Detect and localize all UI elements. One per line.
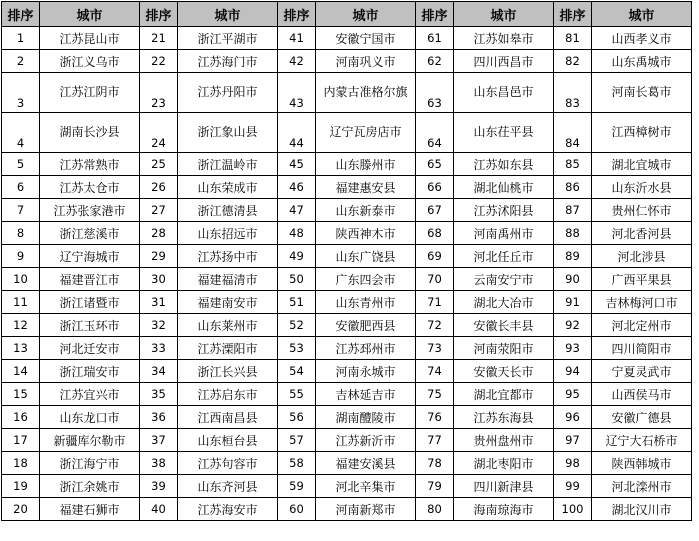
rank-cell: 77 xyxy=(416,429,454,452)
rank-cell: 68 xyxy=(416,222,454,245)
table-row xyxy=(2,498,692,521)
header-city: 城市 xyxy=(454,2,554,27)
header-city: 城市 xyxy=(40,2,140,27)
city-cell: 江苏东海县 xyxy=(454,406,554,429)
city-cell: 山东龙口市 xyxy=(40,406,140,429)
rank-cell: 57 xyxy=(278,429,316,452)
table-row xyxy=(2,27,692,50)
city-cell: 江苏海门市 xyxy=(178,50,278,73)
city-cell: 山东招远市 xyxy=(178,222,278,245)
rank-cell: 55 xyxy=(278,383,316,406)
rank-cell: 61 xyxy=(416,27,454,50)
city-cell: 河北定州市 xyxy=(592,314,692,337)
rank-cell: 10 xyxy=(2,268,40,291)
rank-cell: 45 xyxy=(278,153,316,176)
city-cell: 江苏昆山市 xyxy=(40,27,140,50)
city-cell: 吉林梅河口市 xyxy=(592,291,692,314)
city-cell: 江苏邳州市 xyxy=(316,337,416,360)
rank-cell: 35 xyxy=(140,383,178,406)
rank-cell: 76 xyxy=(416,406,454,429)
city-cell: 海南琼海市 xyxy=(454,498,554,521)
rank-cell: 74 xyxy=(416,360,454,383)
rank-cell: 20 xyxy=(2,498,40,521)
rank-cell: 93 xyxy=(554,337,592,360)
rank-cell: 37 xyxy=(140,429,178,452)
city-cell: 浙江义乌市 xyxy=(40,50,140,73)
rank-cell: 2 xyxy=(2,50,40,73)
rank-cell: 23 xyxy=(140,73,178,113)
rank-cell: 91 xyxy=(554,291,592,314)
table-row xyxy=(2,291,692,314)
rank-cell: 72 xyxy=(416,314,454,337)
city-cell: 江苏如东县 xyxy=(454,153,554,176)
rank-cell: 88 xyxy=(554,222,592,245)
city-cell: 陕西韩城市 xyxy=(592,452,692,475)
table-row xyxy=(2,406,692,429)
rank-cell: 41 xyxy=(278,27,316,50)
rank-cell: 98 xyxy=(554,452,592,475)
city-cell: 河北涉县 xyxy=(592,245,692,268)
rank-cell: 94 xyxy=(554,360,592,383)
table-row xyxy=(2,314,692,337)
city-cell: 贵州盘州市 xyxy=(454,429,554,452)
table-header xyxy=(2,2,692,27)
city-cell: 湖北大冶市 xyxy=(454,291,554,314)
header-rank: 排序 xyxy=(140,2,178,27)
rank-cell: 54 xyxy=(278,360,316,383)
table-row xyxy=(2,268,692,291)
city-cell: 湖北宜城市 xyxy=(592,153,692,176)
rank-cell: 80 xyxy=(416,498,454,521)
city-cell: 福建石狮市 xyxy=(40,498,140,521)
rank-cell: 22 xyxy=(140,50,178,73)
city-cell: 福建惠安县 xyxy=(316,176,416,199)
city-cell: 广西平果县 xyxy=(592,268,692,291)
rank-cell: 36 xyxy=(140,406,178,429)
table-row xyxy=(2,383,692,406)
rank-cell: 62 xyxy=(416,50,454,73)
table-row xyxy=(2,50,692,73)
city-cell: 吉林延吉市 xyxy=(316,383,416,406)
rank-cell: 52 xyxy=(278,314,316,337)
city-cell: 山东青州市 xyxy=(316,291,416,314)
table-row xyxy=(2,245,692,268)
city-cell: 河南禹州市 xyxy=(454,222,554,245)
rank-cell: 78 xyxy=(416,452,454,475)
rank-cell: 42 xyxy=(278,50,316,73)
city-cell: 河北香河县 xyxy=(592,222,692,245)
rank-cell: 7 xyxy=(2,199,40,222)
city-cell: 四川新津县 xyxy=(454,475,554,498)
city-cell: 湖北汉川市 xyxy=(592,498,692,521)
city-cell: 湖北仙桃市 xyxy=(454,176,554,199)
table-row xyxy=(2,337,692,360)
rank-cell: 31 xyxy=(140,291,178,314)
rank-cell: 51 xyxy=(278,291,316,314)
city-cell: 江苏新沂市 xyxy=(316,429,416,452)
city-cell: 辽宁海城市 xyxy=(40,245,140,268)
city-cell: 江苏太仓市 xyxy=(40,176,140,199)
rank-cell: 82 xyxy=(554,50,592,73)
rank-cell: 34 xyxy=(140,360,178,383)
rank-cell: 49 xyxy=(278,245,316,268)
city-cell: 浙江平湖市 xyxy=(178,27,278,50)
header-rank: 排序 xyxy=(416,2,454,27)
rank-cell: 95 xyxy=(554,383,592,406)
city-cell: 浙江慈溪市 xyxy=(40,222,140,245)
rank-cell: 44 xyxy=(278,113,316,153)
city-cell: 河北辛集市 xyxy=(316,475,416,498)
city-cell: 浙江瑞安市 xyxy=(40,360,140,383)
city-cell: 福建福清市 xyxy=(178,268,278,291)
city-cell: 浙江象山县 xyxy=(178,113,278,153)
city-cell: 辽宁大石桥市 xyxy=(592,429,692,452)
rank-cell: 100 xyxy=(554,498,592,521)
rank-cell: 58 xyxy=(278,452,316,475)
city-cell: 湖南长沙县 xyxy=(40,113,140,153)
rank-cell: 21 xyxy=(140,27,178,50)
city-cell: 江苏常熟市 xyxy=(40,153,140,176)
rank-cell: 32 xyxy=(140,314,178,337)
rank-cell: 96 xyxy=(554,406,592,429)
city-cell: 山东沂水县 xyxy=(592,176,692,199)
rank-cell: 46 xyxy=(278,176,316,199)
city-cell: 山东荣成市 xyxy=(178,176,278,199)
city-cell: 山东滕州市 xyxy=(316,153,416,176)
city-cell: 新疆库尔勒市 xyxy=(40,429,140,452)
city-cell: 江苏扬中市 xyxy=(178,245,278,268)
city-cell: 浙江海宁市 xyxy=(40,452,140,475)
city-cell: 江苏句容市 xyxy=(178,452,278,475)
rank-cell: 15 xyxy=(2,383,40,406)
city-cell: 湖南醴陵市 xyxy=(316,406,416,429)
rank-cell: 73 xyxy=(416,337,454,360)
city-cell: 河南永城市 xyxy=(316,360,416,383)
city-cell: 福建南安市 xyxy=(178,291,278,314)
rank-cell: 29 xyxy=(140,245,178,268)
table-row xyxy=(2,222,692,245)
rank-cell: 75 xyxy=(416,383,454,406)
city-cell: 云南安宁市 xyxy=(454,268,554,291)
rank-cell: 99 xyxy=(554,475,592,498)
city-cell: 安徽宁国市 xyxy=(316,27,416,50)
rank-cell: 3 xyxy=(2,73,40,113)
city-cell: 山东茌平县 xyxy=(454,113,554,153)
city-cell: 河北迁安市 xyxy=(40,337,140,360)
rank-cell: 50 xyxy=(278,268,316,291)
rank-cell: 60 xyxy=(278,498,316,521)
city-cell: 陕西神木市 xyxy=(316,222,416,245)
city-cell: 浙江诸暨市 xyxy=(40,291,140,314)
table-row xyxy=(2,176,692,199)
rank-cell: 87 xyxy=(554,199,592,222)
city-cell: 江西樟树市 xyxy=(592,113,692,153)
rank-cell: 92 xyxy=(554,314,592,337)
rank-cell: 19 xyxy=(2,475,40,498)
city-cell: 河北任丘市 xyxy=(454,245,554,268)
rank-cell: 63 xyxy=(416,73,454,113)
rank-cell: 39 xyxy=(140,475,178,498)
table-row xyxy=(2,429,692,452)
table-row xyxy=(2,360,692,383)
table-row xyxy=(2,73,692,113)
rank-cell: 67 xyxy=(416,199,454,222)
rank-cell: 48 xyxy=(278,222,316,245)
rank-cell: 11 xyxy=(2,291,40,314)
city-cell: 浙江余姚市 xyxy=(40,475,140,498)
city-cell: 浙江德清县 xyxy=(178,199,278,222)
rank-cell: 27 xyxy=(140,199,178,222)
rank-cell: 43 xyxy=(278,73,316,113)
rank-cell: 9 xyxy=(2,245,40,268)
city-cell: 河南荥阳市 xyxy=(454,337,554,360)
rank-cell: 33 xyxy=(140,337,178,360)
rank-cell: 65 xyxy=(416,153,454,176)
table-row xyxy=(2,475,692,498)
city-cell: 湖北枣阳市 xyxy=(454,452,554,475)
city-cell: 山东昌邑市 xyxy=(454,73,554,113)
rank-cell: 18 xyxy=(2,452,40,475)
city-cell: 湖北宜都市 xyxy=(454,383,554,406)
city-cell: 江苏宜兴市 xyxy=(40,383,140,406)
city-ranking-table xyxy=(1,1,692,521)
city-cell: 河北滦州市 xyxy=(592,475,692,498)
rank-cell: 40 xyxy=(140,498,178,521)
rank-cell: 90 xyxy=(554,268,592,291)
city-cell: 贵州仁怀市 xyxy=(592,199,692,222)
city-cell: 江苏江阴市 xyxy=(40,73,140,113)
rank-cell: 6 xyxy=(2,176,40,199)
rank-cell: 25 xyxy=(140,153,178,176)
city-cell: 江苏张家港市 xyxy=(40,199,140,222)
rank-cell: 28 xyxy=(140,222,178,245)
rank-cell: 4 xyxy=(2,113,40,153)
table-body xyxy=(2,27,692,521)
city-cell: 山西侯马市 xyxy=(592,383,692,406)
header-row xyxy=(2,2,692,27)
city-cell: 四川简阳市 xyxy=(592,337,692,360)
city-cell: 山东莱州市 xyxy=(178,314,278,337)
city-cell: 安徽天长市 xyxy=(454,360,554,383)
city-cell: 宁夏灵武市 xyxy=(592,360,692,383)
rank-cell: 47 xyxy=(278,199,316,222)
rank-cell: 26 xyxy=(140,176,178,199)
city-cell: 安徽广德县 xyxy=(592,406,692,429)
city-cell: 河南长葛市 xyxy=(592,73,692,113)
city-cell: 辽宁瓦房店市 xyxy=(316,113,416,153)
city-cell: 浙江玉环市 xyxy=(40,314,140,337)
rank-cell: 79 xyxy=(416,475,454,498)
city-cell: 福建晋江市 xyxy=(40,268,140,291)
city-cell: 山西孝义市 xyxy=(592,27,692,50)
rank-cell: 12 xyxy=(2,314,40,337)
city-cell: 江苏如皋市 xyxy=(454,27,554,50)
rank-cell: 30 xyxy=(140,268,178,291)
rank-cell: 69 xyxy=(416,245,454,268)
rank-cell: 14 xyxy=(2,360,40,383)
rank-cell: 89 xyxy=(554,245,592,268)
city-cell: 内蒙古准格尔旗 xyxy=(316,73,416,113)
table-row xyxy=(2,452,692,475)
city-cell: 山东桓台县 xyxy=(178,429,278,452)
header-rank: 排序 xyxy=(2,2,40,27)
rank-cell: 64 xyxy=(416,113,454,153)
city-cell: 江苏沭阳县 xyxy=(454,199,554,222)
header-city: 城市 xyxy=(178,2,278,27)
city-cell: 四川西昌市 xyxy=(454,50,554,73)
rank-cell: 66 xyxy=(416,176,454,199)
table-row xyxy=(2,199,692,222)
city-cell: 河南新郑市 xyxy=(316,498,416,521)
rank-cell: 38 xyxy=(140,452,178,475)
city-cell: 山东广饶县 xyxy=(316,245,416,268)
city-cell: 江苏丹阳市 xyxy=(178,73,278,113)
rank-cell: 59 xyxy=(278,475,316,498)
rank-cell: 86 xyxy=(554,176,592,199)
city-cell: 江苏海安市 xyxy=(178,498,278,521)
city-cell: 福建安溪县 xyxy=(316,452,416,475)
rank-cell: 8 xyxy=(2,222,40,245)
city-cell: 江西南昌县 xyxy=(178,406,278,429)
rank-cell: 1 xyxy=(2,27,40,50)
rank-cell: 5 xyxy=(2,153,40,176)
city-cell: 山东新泰市 xyxy=(316,199,416,222)
city-cell: 广东四会市 xyxy=(316,268,416,291)
rank-cell: 97 xyxy=(554,429,592,452)
city-cell: 浙江温岭市 xyxy=(178,153,278,176)
city-cell: 山东禹城市 xyxy=(592,50,692,73)
rank-cell: 71 xyxy=(416,291,454,314)
header-rank: 排序 xyxy=(554,2,592,27)
rank-cell: 81 xyxy=(554,27,592,50)
header-rank: 排序 xyxy=(278,2,316,27)
table-row xyxy=(2,153,692,176)
city-cell: 江苏溧阳市 xyxy=(178,337,278,360)
city-cell: 安徽长丰县 xyxy=(454,314,554,337)
rank-cell: 70 xyxy=(416,268,454,291)
rank-cell: 13 xyxy=(2,337,40,360)
city-cell: 浙江长兴县 xyxy=(178,360,278,383)
rank-cell: 85 xyxy=(554,153,592,176)
rank-cell: 17 xyxy=(2,429,40,452)
rank-cell: 24 xyxy=(140,113,178,153)
rank-cell: 16 xyxy=(2,406,40,429)
city-cell: 安徽肥西县 xyxy=(316,314,416,337)
table-row xyxy=(2,113,692,153)
header-city: 城市 xyxy=(316,2,416,27)
rank-cell: 53 xyxy=(278,337,316,360)
city-cell: 江苏启东市 xyxy=(178,383,278,406)
rank-cell: 84 xyxy=(554,113,592,153)
rank-cell: 83 xyxy=(554,73,592,113)
rank-cell: 56 xyxy=(278,406,316,429)
city-cell: 河南巩义市 xyxy=(316,50,416,73)
header-city: 城市 xyxy=(592,2,692,27)
city-cell: 山东齐河县 xyxy=(178,475,278,498)
